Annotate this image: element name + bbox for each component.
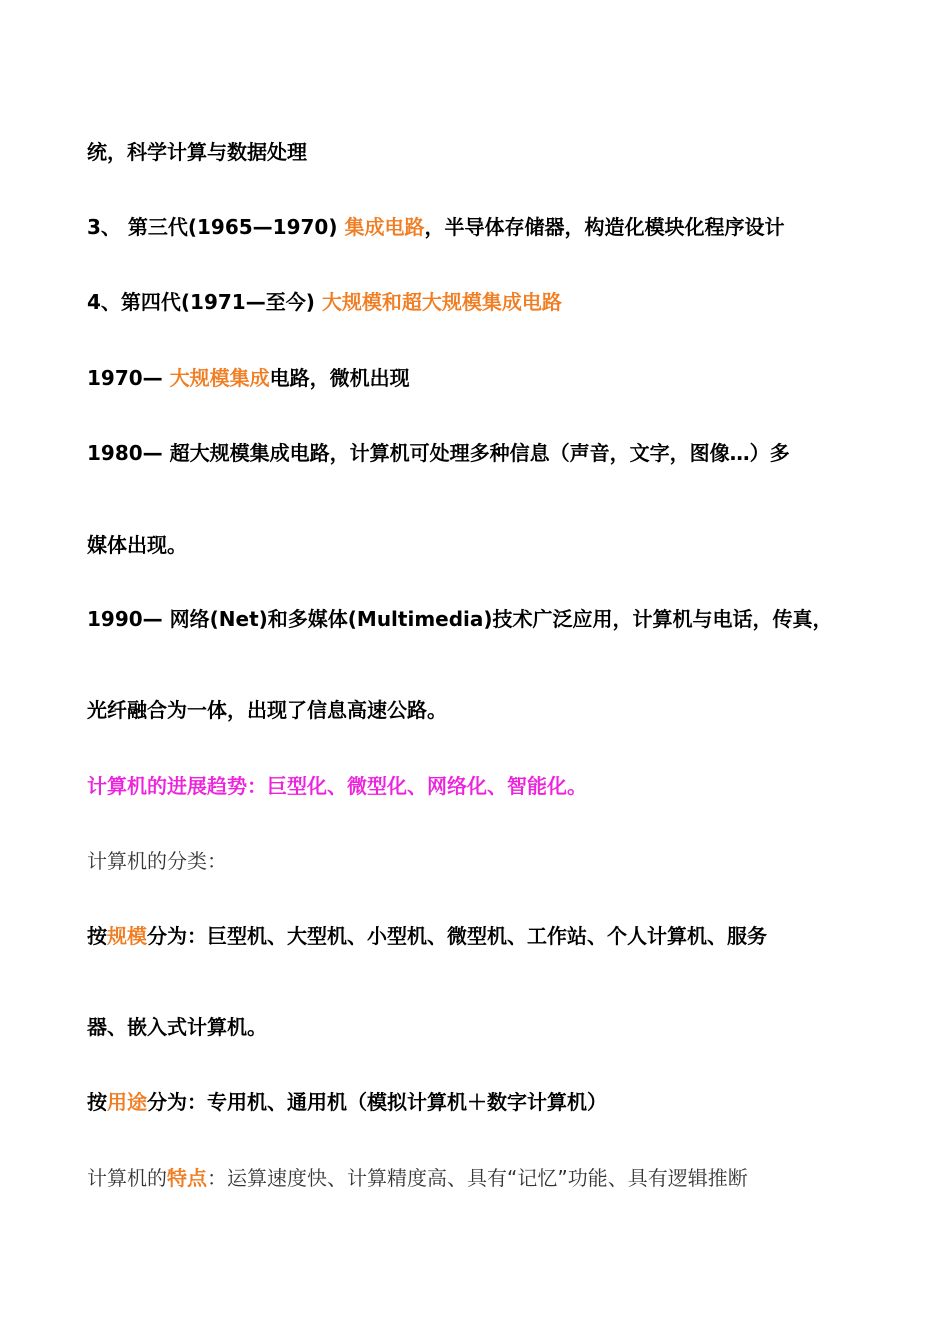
by-purpose-details: 分为：专用机、通用机（模拟计算机＋数字计算机） — [147, 1090, 607, 1114]
text-line-1970 — [87, 365, 410, 391]
line-1-text: 统，科学计算与数据处理 — [87, 140, 307, 164]
text-line-features — [87, 1165, 748, 1191]
features-details: ：运算速度快、计算精度高、具有“记忆”功能、具有逻辑推断 — [207, 1166, 748, 1190]
text-line-by-scale-continued — [87, 1014, 267, 1040]
development-trend-heading — [87, 773, 587, 799]
multimedia-appears-text: 媒体出现。 — [87, 533, 187, 557]
text-line-1980-continued — [87, 532, 187, 558]
embedded-computer-text: 器、嵌入式计算机。 — [87, 1015, 267, 1039]
third-generation-details: ，半导体存储器，构造化模块化程序设计 — [424, 215, 785, 239]
text-line-third-generation — [87, 214, 784, 240]
classification-heading — [87, 848, 227, 874]
year-1990-text: 1990— 网络(Net)和多媒体(Multimedia)技术广泛应用，计算机与电话，传真， — [87, 607, 833, 631]
year-1970-label: 1970— — [87, 366, 170, 390]
by-scale-details: 分为：巨型机、大型机、小型机、微型机、工作站、个人计算机、服务 — [147, 924, 767, 948]
by-prefix-2: 按 — [87, 1090, 107, 1114]
third-generation-label: 3、 第三代(1965—1970) — [87, 215, 345, 239]
integrated-circuit-highlight: 集成电路 — [344, 215, 425, 239]
by-prefix: 按 — [87, 924, 107, 948]
classification-text: 计算机的分类： — [87, 849, 227, 873]
text-line-1 — [87, 139, 307, 165]
text-line-1990 — [87, 606, 833, 632]
text-line-fourth-generation — [87, 289, 562, 315]
scale-highlight: 规模 — [107, 924, 147, 948]
text-line-1980 — [87, 440, 790, 466]
text-line-by-scale — [87, 923, 767, 949]
year-1970-details: 电路，微机出现 — [269, 366, 410, 390]
lsi-highlight: 大规模集成 — [169, 366, 270, 390]
fourth-generation-label: 4、第四代(1971—至今) — [87, 290, 322, 314]
text-line-by-purpose — [87, 1089, 607, 1115]
information-highway-text: 光纤融合为一体，出现了信息高速公路。 — [87, 698, 447, 722]
features-highlight: 特点 — [167, 1166, 207, 1190]
purpose-highlight: 用途 — [107, 1090, 147, 1114]
development-trend-text: 计算机的进展趋势：巨型化、微型化、网络化、智能化。 — [87, 774, 587, 798]
lsi-vlsi-highlight: 大规模和超大规模集成电路 — [321, 290, 562, 314]
text-line-1990-continued — [87, 697, 447, 723]
features-prefix: 计算机的 — [87, 1166, 167, 1190]
year-1980-text: 1980— 超大规模集成电路，计算机可处理多种信息（声音，文字，图像…）多 — [87, 441, 790, 465]
